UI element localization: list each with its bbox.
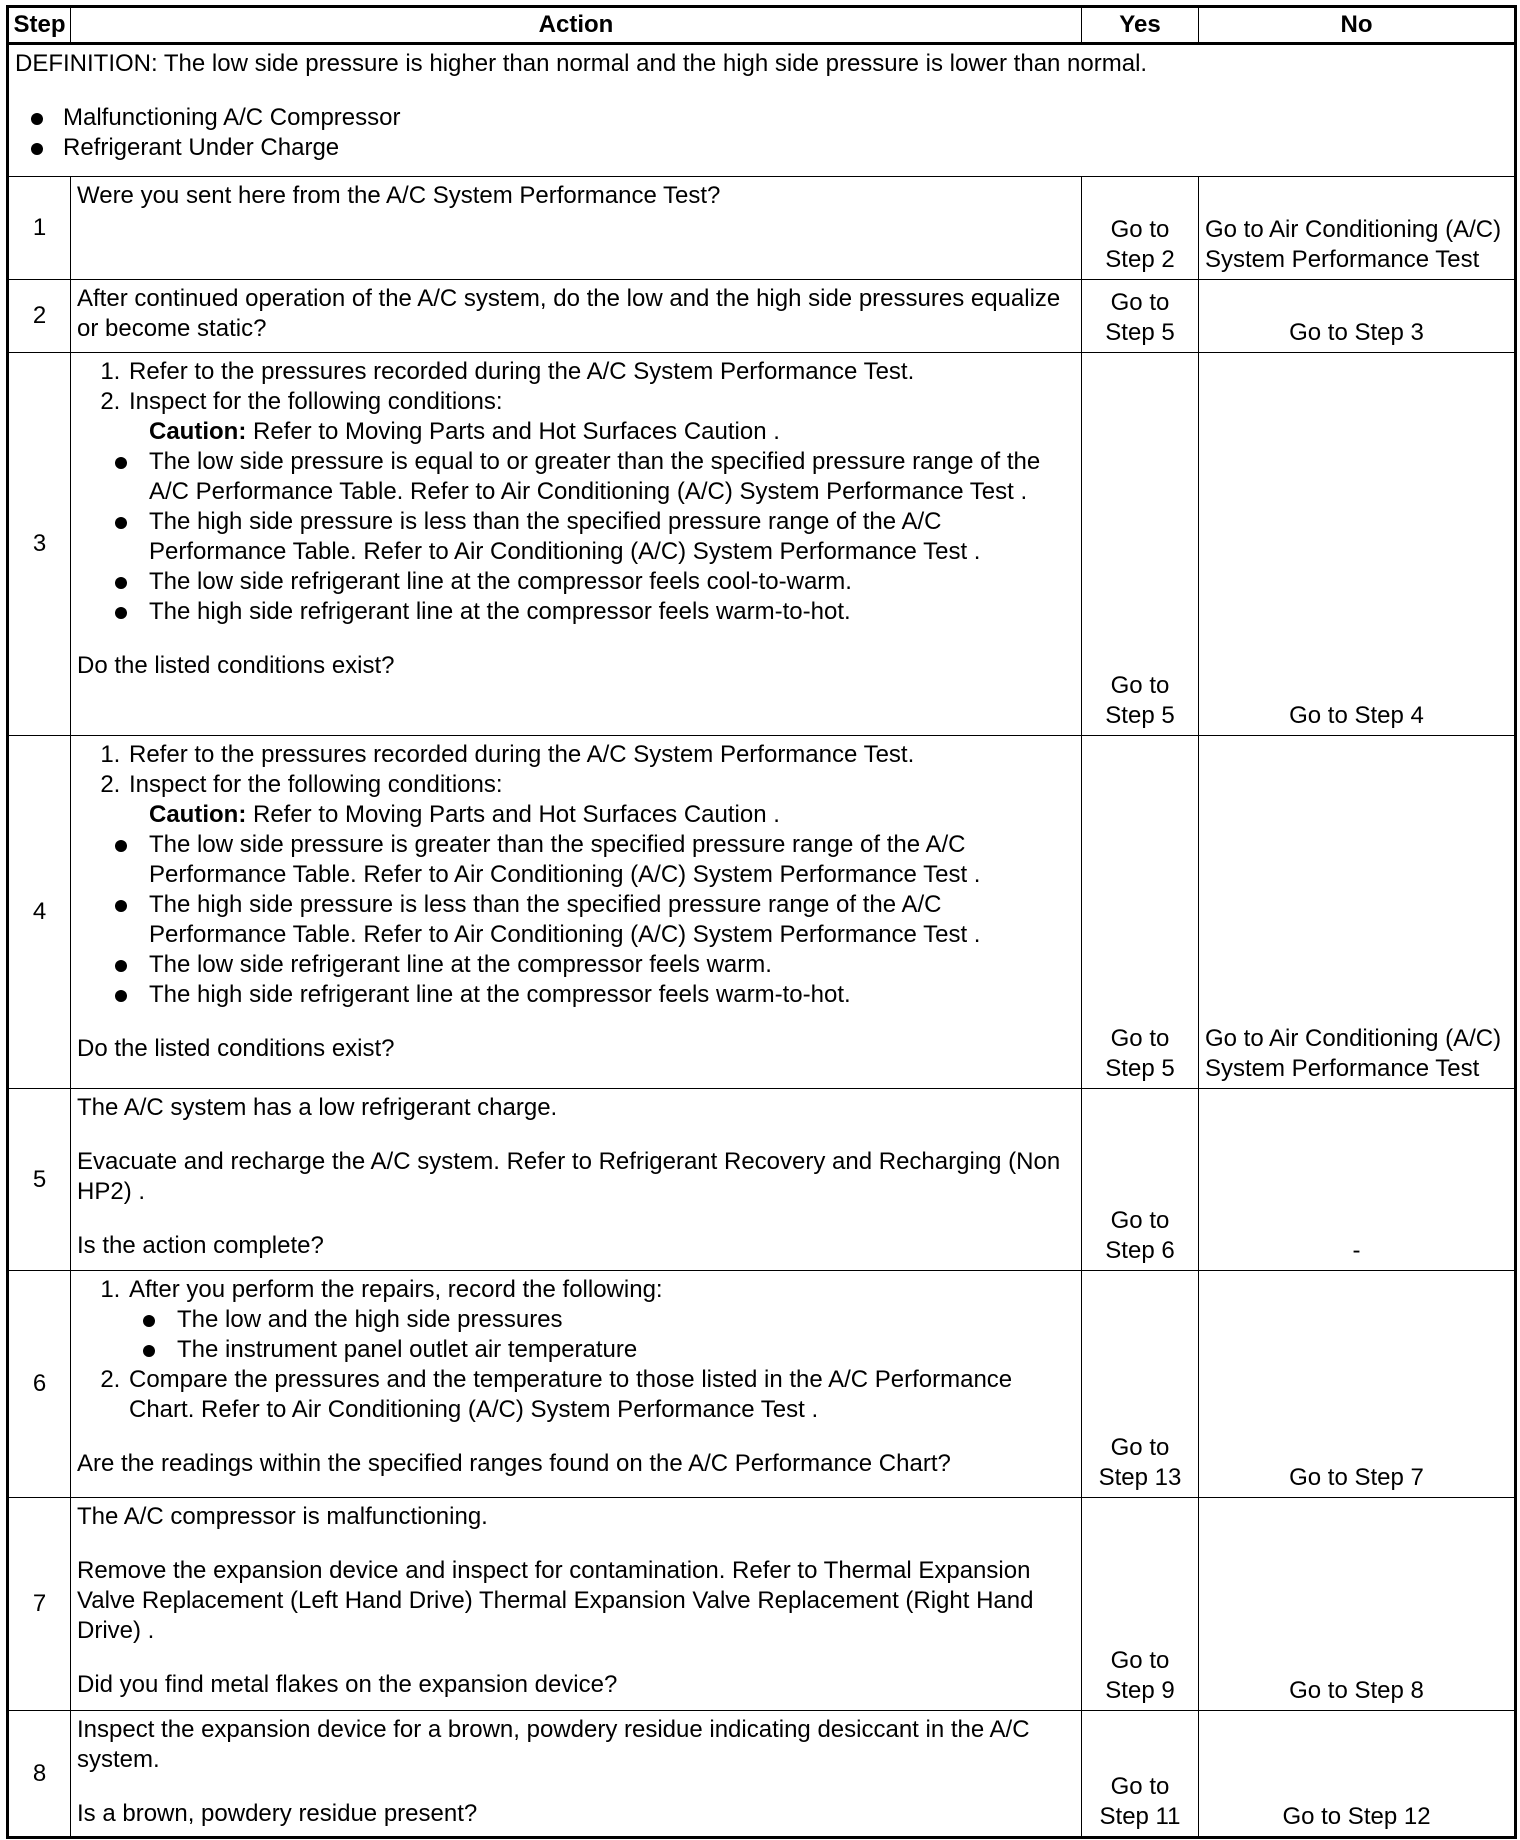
no-cell: Go to Air Conditioning (A/C) System Performance Test	[1199, 736, 1516, 1089]
yes-cell: Go to Step 5	[1082, 736, 1199, 1089]
step-number: 5	[8, 1089, 71, 1271]
caution-label: Caution:	[149, 418, 247, 445]
numbered-list	[77, 740, 1075, 800]
definition-item: Refrigerant Under Charge	[63, 133, 1508, 163]
step-question: After continued operation of the A/C system, do the low and the high side pressures equalize or become static?	[77, 285, 1061, 342]
numbered-item: 2. Compare the pressures and the temperature to those listed in the A/C Performance Chart. Refer to Air Conditioning (A/C) System Performance Test .	[127, 1365, 1075, 1425]
caution-note	[77, 417, 1075, 447]
step-number: 2	[8, 280, 71, 353]
action-cell	[71, 1711, 1082, 1838]
step-text: The A/C system has a low refrigerant charge.	[77, 1094, 558, 1121]
header-step: Step	[8, 7, 71, 44]
step-number: 1	[8, 177, 71, 280]
record-item: The instrument panel outlet air temperature	[177, 1335, 1075, 1365]
numbered-list	[77, 1275, 1075, 1425]
numbered-item: 1. Refer to the pressures recorded during the A/C System Performance Test.	[127, 357, 1075, 387]
step-row-5	[8, 1089, 1516, 1271]
yes-cell: Go to Step 6	[1082, 1089, 1199, 1271]
action-cell	[71, 736, 1082, 1089]
no-cell: Go to Step 12	[1199, 1711, 1516, 1838]
numbered-item: 2. Inspect for the following conditions:	[127, 387, 1075, 417]
step-question: Do the listed conditions exist?	[77, 1035, 395, 1062]
action-cell	[71, 177, 1082, 280]
header-no: No	[1199, 7, 1516, 44]
yes-cell: Go to Step 2	[1082, 177, 1199, 280]
step-row-2	[8, 280, 1516, 353]
no-cell: Go to Step 4	[1199, 353, 1516, 736]
caution-text: Refer to Moving Parts and Hot Surfaces Caution .	[252, 418, 780, 445]
definition-cell	[8, 44, 1516, 177]
record-list	[129, 1305, 1075, 1365]
no-cell: Go to Step 7	[1199, 1271, 1516, 1498]
header-yes: Yes	[1082, 7, 1199, 44]
definition-item: Malfunctioning A/C Compressor	[63, 103, 1508, 133]
step-row-3	[8, 353, 1516, 736]
numbered-item-text: After you perform the repairs, record the following:	[129, 1276, 663, 1303]
step-row-7	[8, 1498, 1516, 1711]
step-question: Were you sent here from the A/C System Performance Test?	[77, 182, 721, 209]
step-row-8	[8, 1711, 1516, 1838]
step-text: Remove the expansion device and inspect for contamination. Refer to Thermal Expansion Valve Replacement (Left Hand Drive) Thermal Expansion Valve Replacement (Right Hand Drive) .	[77, 1557, 1034, 1644]
action-cell	[71, 353, 1082, 736]
caution-label: Caution:	[149, 801, 247, 828]
numbered-item: 2. Inspect for the following conditions:	[127, 770, 1075, 800]
record-item: The low and the high side pressures	[177, 1305, 1075, 1335]
header-row	[8, 7, 1516, 44]
step-number: 7	[8, 1498, 71, 1711]
step-row-4	[8, 736, 1516, 1089]
step-number: 8	[8, 1711, 71, 1838]
step-question: Is the action complete?	[77, 1232, 324, 1259]
definition-text: DEFINITION: The low side pressure is higher than normal and the high side pressure is lower than normal.	[15, 50, 1148, 77]
yes-cell: Go to Step 5	[1082, 353, 1199, 736]
numbered-item: 1. Refer to the pressures recorded during the A/C System Performance Test.	[127, 740, 1075, 770]
step-question: Is a brown, powdery residue present?	[77, 1800, 478, 1827]
conditions-list	[77, 830, 1075, 1010]
action-cell	[71, 280, 1082, 353]
step-number: 4	[8, 736, 71, 1089]
action-cell	[71, 1498, 1082, 1711]
condition-item: The high side pressure is less than the specified pressure range of the A/C Performance Table. Refer to Air Conditioning (A/C) System Performance Test .	[149, 890, 1075, 950]
caution-text: Refer to Moving Parts and Hot Surfaces Caution .	[252, 801, 780, 828]
step-question: Did you find metal flakes on the expansion device?	[77, 1671, 618, 1698]
caution-note	[77, 800, 1075, 830]
action-cell	[71, 1271, 1082, 1498]
no-cell: Go to Step 8	[1199, 1498, 1516, 1711]
definition-list	[15, 103, 1508, 163]
no-cell: -	[1199, 1089, 1516, 1271]
numbered-list	[77, 357, 1075, 417]
condition-item: The low side refrigerant line at the compressor feels cool-to-warm.	[149, 567, 1075, 597]
condition-item: The high side refrigerant line at the compressor feels warm-to-hot.	[149, 980, 1075, 1010]
definition-row	[8, 44, 1516, 177]
yes-cell: Go to Step 9	[1082, 1498, 1199, 1711]
condition-item: The high side pressure is less than the specified pressure range of the A/C Performance Table. Refer to Air Conditioning (A/C) System Performance Test .	[149, 507, 1075, 567]
step-number: 3	[8, 353, 71, 736]
condition-item: The high side refrigerant line at the compressor feels warm-to-hot.	[149, 597, 1075, 627]
step-text: The A/C compressor is malfunctioning.	[77, 1503, 488, 1530]
condition-item: The low side pressure is greater than the specified pressure range of the A/C Performance Table. Refer to Air Conditioning (A/C) System Performance Test .	[149, 830, 1075, 890]
yes-cell: Go to Step 5	[1082, 280, 1199, 353]
yes-cell: Go to Step 11	[1082, 1711, 1199, 1838]
step-text: Evacuate and recharge the A/C system. Refer to Refrigerant Recovery and Recharging (Non HP2) .	[77, 1148, 1061, 1205]
no-cell: Go to Air Conditioning (A/C) System Performance Test	[1199, 177, 1516, 280]
no-cell: Go to Step 3	[1199, 280, 1516, 353]
yes-cell: Go to Step 13	[1082, 1271, 1199, 1498]
condition-item: The low side refrigerant line at the compressor feels warm.	[149, 950, 1075, 980]
step-row-6	[8, 1271, 1516, 1498]
condition-item: The low side pressure is equal to or greater than the specified pressure range of the A/C Performance Table. Refer to Air Conditioning (A/C) System Performance Test .	[149, 447, 1075, 507]
step-number: 6	[8, 1271, 71, 1498]
conditions-list	[77, 447, 1075, 627]
diagnostic-table	[6, 5, 1517, 1839]
step-question: Do the listed conditions exist?	[77, 652, 395, 679]
step-question: Are the readings within the specified ranges found on the A/C Performance Chart?	[77, 1450, 951, 1477]
header-action: Action	[71, 7, 1082, 44]
step-row-1	[8, 177, 1516, 280]
numbered-item	[127, 1275, 1075, 1365]
action-cell	[71, 1089, 1082, 1271]
step-text: Inspect the expansion device for a brown, powdery residue indicating desiccant in the A/C system.	[77, 1716, 1030, 1773]
